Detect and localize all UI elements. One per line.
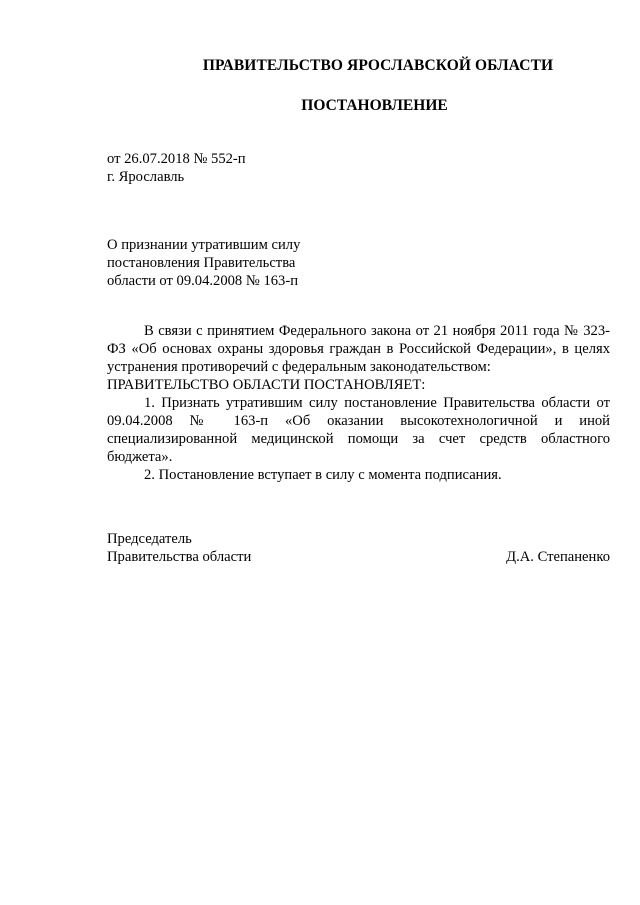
signer-title-line-2: Правительства области [107, 549, 252, 565]
subject-line: О признании утратившим силу [107, 237, 301, 253]
signer-title-line-1: Председатель [107, 531, 192, 547]
decree-statement: ПРАВИТЕЛЬСТВО ОБЛАСТИ ПОСТАНОВЛЯЕТ: [107, 377, 426, 393]
subject-line: постановления Правительства [107, 255, 296, 271]
signature-block [107, 530, 610, 566]
item-2-paragraph: 2. Постановление вступает в силу с момента подписания. [144, 467, 502, 483]
organization-title: ПРАВИТЕЛЬСТВО ЯРОСЛАВСКОЙ ОБЛАСТИ [202, 57, 554, 74]
preamble-paragraph: В связи с принятием Федерального закона от 21 ноября 2011 года № 323-ФЗ «Об основах охраны здоровья граждан в Российской Федерации», в целях устранения противоречий с федеральным законодательством: [107, 323, 610, 375]
item-1-paragraph: 1. Признать утратившим силу постановление Правительства области от 09.04.2008 № 163-п «Об оказании высокотехнологичной и иной специализированной медицинской помощи за счет средств областного бюджета». [107, 395, 610, 465]
document-subject [107, 236, 337, 290]
document-meta [107, 150, 246, 186]
document-body [107, 322, 610, 484]
date-number: от 26.07.2018 № 552-п [107, 151, 246, 167]
subject-line: области от 09.04.2008 № 163-п [107, 273, 299, 289]
document-type-heading: ПОСТАНОВЛЕНИЕ [301, 97, 448, 114]
city: г. Ярославль [107, 169, 185, 185]
signature-row [107, 548, 610, 566]
signer-name: Д.А. Степаненко [506, 549, 610, 565]
